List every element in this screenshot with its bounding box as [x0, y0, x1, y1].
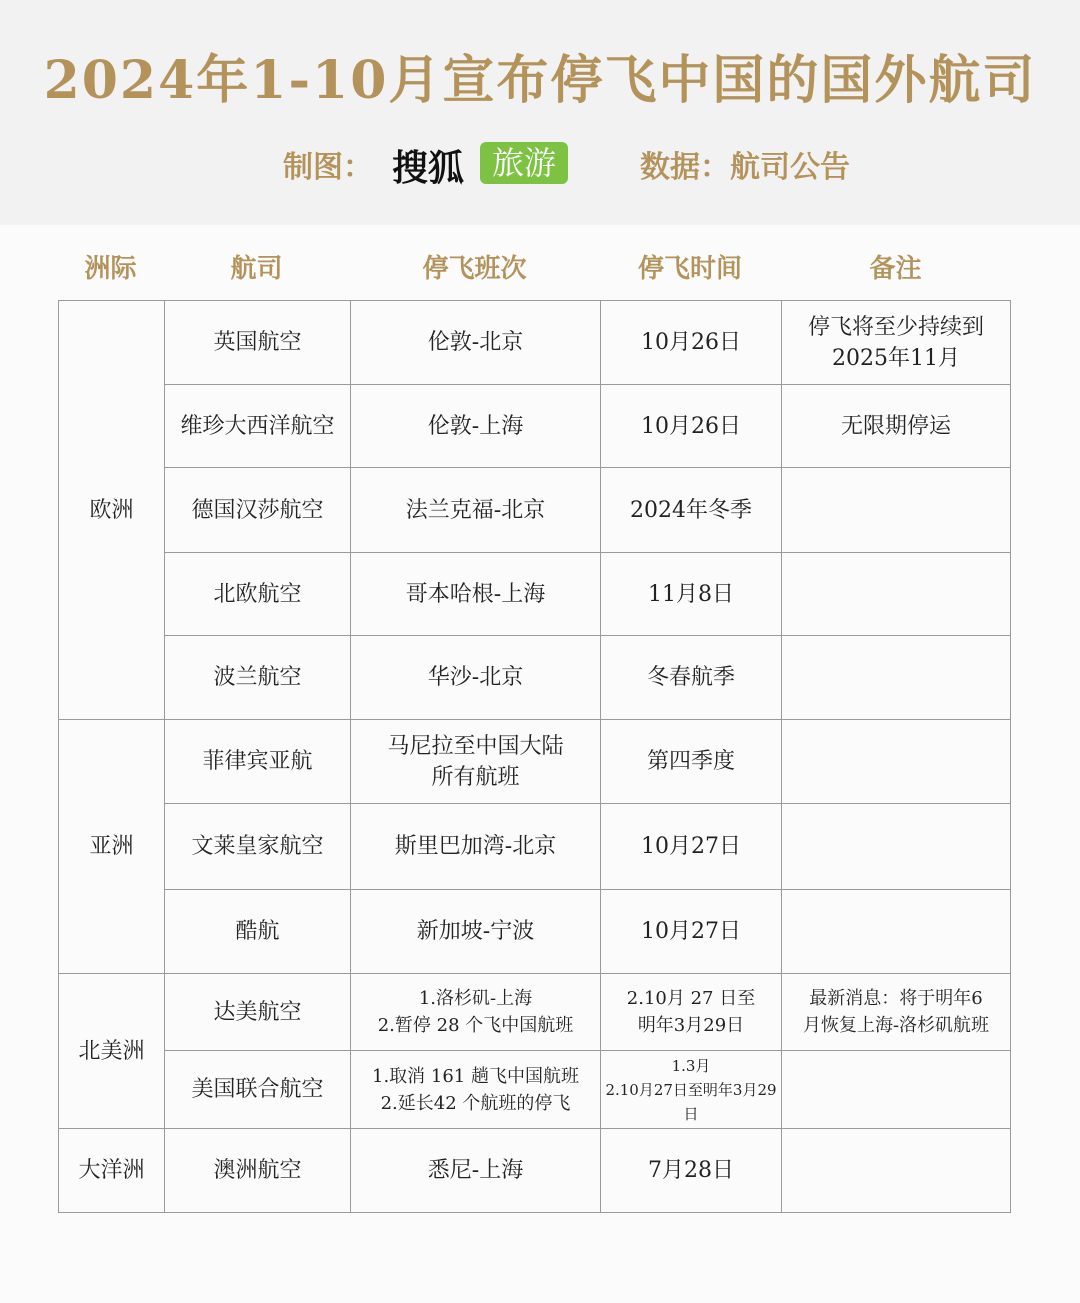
note-cell [782, 974, 1011, 1051]
route-text: 法兰克福-北京 [405, 497, 546, 523]
airline-cell: 达美航空 [165, 974, 351, 1051]
time-text: 10月26日 [641, 330, 741, 355]
airline-table [58, 300, 1011, 1213]
time-text: 2.10月 27 日至 [626, 988, 756, 1009]
continent-cell: 北美洲 [59, 974, 165, 1129]
note-cell [782, 804, 1011, 890]
note-text: 2025年11月 [832, 345, 960, 371]
route-text: 1.取消 161 趟飞中国航班 [372, 1065, 579, 1087]
column-header-note: 备注 [869, 254, 922, 284]
route-cell [351, 468, 601, 553]
route-text: 伦敦-上海 [427, 413, 524, 439]
column-header-airline: 航司 [230, 254, 283, 284]
time-cell [601, 1051, 782, 1129]
note-text: 最新消息：将于明年6 [809, 988, 983, 1009]
note-text: 月恢复上海-洛杉矶航班 [802, 1015, 990, 1036]
airline-cell: 美国联合航空 [165, 1051, 351, 1129]
time-cell [601, 385, 782, 468]
note-cell [782, 385, 1011, 468]
table-row [59, 385, 1011, 468]
route-text: 1.洛杉矶-上海 [418, 988, 533, 1009]
time-cell [601, 301, 782, 385]
time-text: 7月28日 [648, 1158, 734, 1183]
note-cell [782, 636, 1011, 720]
note-text: 无限期停运 [840, 413, 951, 439]
route-cell [351, 553, 601, 636]
route-text: 2.暂停 28 个飞中国航班 [377, 1015, 574, 1036]
route-text: 哥本哈根-上海 [405, 581, 546, 607]
time-cell [601, 720, 782, 804]
brand-badge: 旅游 [480, 142, 568, 184]
time-text: 冬春航季 [646, 665, 735, 690]
data-source-label: 数据：航司公告 [640, 150, 850, 185]
column-header-time: 停飞时间 [637, 254, 742, 284]
route-text: 伦敦-北京 [427, 330, 524, 355]
time-cell [601, 974, 782, 1051]
time-text: 11月8日 [648, 581, 734, 607]
airline-cell: 英国航空 [165, 301, 351, 385]
route-cell [351, 720, 601, 804]
time-cell [601, 804, 782, 890]
note-cell [782, 1051, 1011, 1129]
note-cell [782, 553, 1011, 636]
route-cell [351, 636, 601, 720]
route-text: 所有航班 [431, 764, 520, 790]
brand-logo-text: 搜狐 [392, 148, 465, 189]
table-row [59, 553, 1011, 636]
continent-cell: 大洋洲 [59, 1129, 165, 1213]
airline-cell: 波兰航空 [165, 636, 351, 720]
route-text: 马尼拉至中国大陆 [387, 733, 564, 759]
airline-cell: 澳洲航空 [165, 1129, 351, 1213]
table-row [59, 720, 1011, 804]
time-text: 2024年冬季 [630, 497, 752, 523]
route-cell [351, 301, 601, 385]
made-by-label: 制图： [283, 150, 373, 185]
route-text: 华沙-北京 [427, 665, 524, 690]
continent-cell: 亚洲 [59, 720, 165, 974]
time-text: 10月27日 [641, 834, 741, 859]
table-row [59, 804, 1011, 890]
route-text: 斯里巴加湾-北京 [394, 834, 557, 859]
note-cell [782, 301, 1011, 385]
time-text: 第四季度 [646, 749, 735, 774]
time-text: 10月26日 [641, 413, 741, 439]
airline-cell: 菲律宾亚航 [165, 720, 351, 804]
airline-cell: 维珍大西洋航空 [165, 385, 351, 468]
route-text: 悉尼-上海 [427, 1158, 524, 1183]
time-text: 明年3月29日 [637, 1015, 745, 1036]
route-text: 新加坡-宁波 [416, 919, 535, 944]
time-cell [601, 468, 782, 553]
route-cell [351, 974, 601, 1051]
time-cell [601, 553, 782, 636]
route-cell [351, 804, 601, 890]
route-cell [351, 1051, 601, 1129]
column-header-route: 停飞班次 [422, 254, 527, 284]
table-row [59, 468, 1011, 553]
airline-cell: 文莱皇家航空 [165, 804, 351, 890]
table-row [59, 1129, 1011, 1213]
time-cell [601, 1129, 782, 1213]
airline-cell: 北欧航空 [165, 553, 351, 636]
time-text: 2.10月27日至明年3月29日 [605, 1080, 777, 1123]
airline-cell: 酷航 [165, 890, 351, 974]
route-text: 2.延长42 个航班的停飞 [380, 1092, 571, 1114]
route-cell [351, 1129, 601, 1213]
note-cell [782, 890, 1011, 974]
time-text: 10月27日 [641, 919, 741, 944]
route-cell [351, 385, 601, 468]
note-text: 停飞将至少持续到 [807, 314, 984, 340]
table-row [59, 1051, 1011, 1129]
time-cell [601, 890, 782, 974]
airline-cell: 德国汉莎航空 [165, 468, 351, 553]
note-cell [782, 1129, 1011, 1213]
time-cell [601, 636, 782, 720]
table-row [59, 636, 1011, 720]
table-row [59, 890, 1011, 974]
note-cell [782, 720, 1011, 804]
time-text: 1.3月 [671, 1056, 711, 1075]
note-cell [782, 468, 1011, 553]
table-row [59, 974, 1011, 1051]
page-title: 2024年1-10月宣布停飞中国的国外航司 [43, 50, 1037, 111]
continent-cell: 欧洲 [59, 301, 165, 720]
table-row [59, 301, 1011, 385]
route-cell [351, 890, 601, 974]
column-header-continent: 洲际 [84, 254, 137, 284]
